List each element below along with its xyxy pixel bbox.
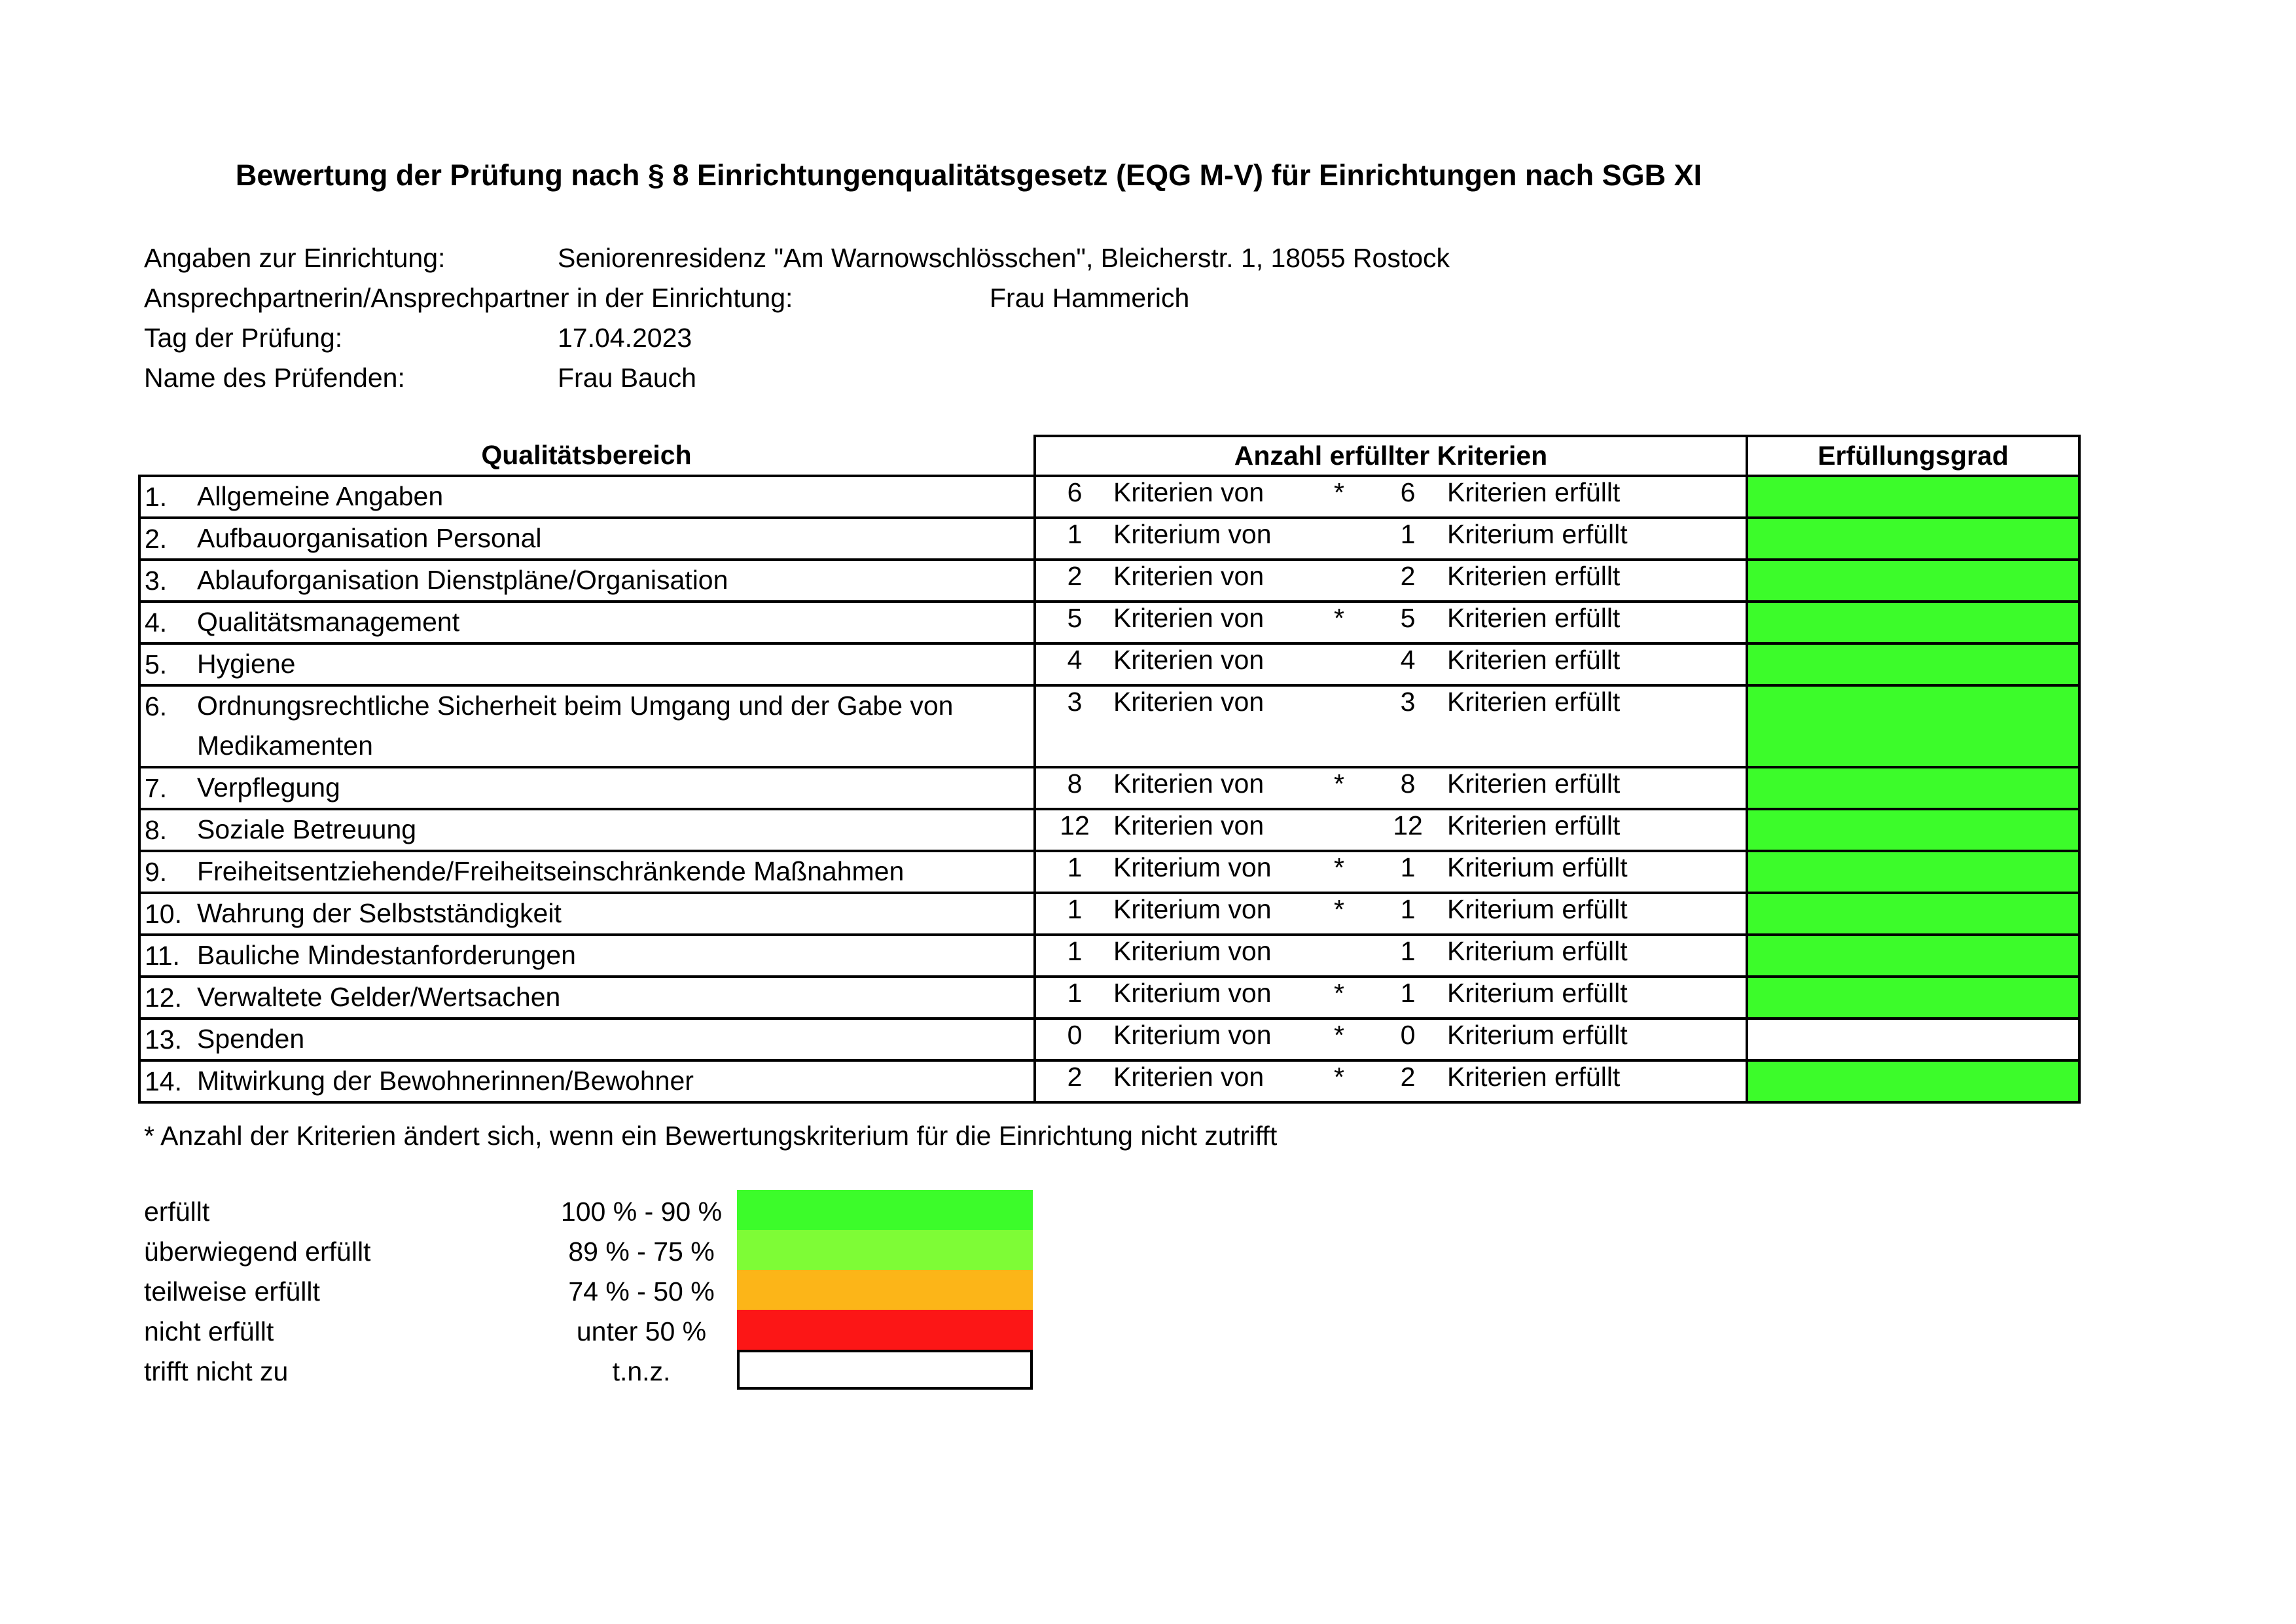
criteria-of-text: Kriterien von [1113,1060,1310,1102]
erfuellungsgrad-cell [1747,1019,2079,1060]
criteria-fulfilled-text: Kriterien erfüllt [1447,560,1747,602]
row-label: Freiheitsentziehende/Freiheitseinschränkende Maßnahmen [197,856,905,886]
fulfilled-count: 1 [1035,935,1113,977]
total-count: 5 [1369,602,1447,643]
erfuellungsgrad-cell [1747,1060,2079,1102]
criteria-fulfilled-text: Kriterien erfüllt [1447,643,1747,685]
qualitaetsbereich-cell [139,767,1035,809]
table-row [139,1060,2079,1102]
asterisk-marker [1310,643,1369,685]
table-row [139,851,2079,893]
criteria-fulfilled-text: Kriterien erfüllt [1447,476,1747,518]
table-row [139,685,2079,767]
row-number: 3. [145,566,168,596]
criteria-of-text: Kriterien von [1113,476,1310,518]
qualitaetsbereich-cell [139,685,1035,767]
einrichtung-label: Angaben zur Einrichtung: [144,243,446,273]
asterisk-marker: * [1310,851,1369,893]
criteria-of-text: Kriterium von [1113,1019,1310,1060]
fulfilled-count: 1 [1035,518,1113,560]
row-number: 7. [145,773,168,803]
criteria-of-text: Kriterium von [1113,518,1310,560]
erfuellungsgrad-cell [1747,809,2079,851]
table-row [139,977,2079,1019]
fulfilled-count: 1 [1035,893,1113,935]
criteria-fulfilled-text: Kriterien erfüllt [1447,1060,1747,1102]
qualitaetsbereich-cell [139,518,1035,560]
qualitaetsbereich-cell [139,476,1035,518]
total-count: 1 [1369,851,1447,893]
fulfilled-count: 8 [1035,767,1113,809]
row-number: 12. [145,983,182,1013]
legend-color-swatch [737,1310,1033,1350]
row-number: 6. [145,691,168,721]
fulfilled-count: 12 [1035,809,1113,851]
total-count: 3 [1369,685,1447,767]
total-count: 1 [1369,935,1447,977]
total-count: 2 [1369,560,1447,602]
row-label: Allgemeine Angaben [197,481,444,511]
table-row [139,893,2079,935]
row-number: 1. [145,482,168,512]
erfuellungsgrad-cell [1747,767,2079,809]
fulfilled-count: 2 [1035,1060,1113,1102]
table-row [139,643,2079,685]
table-body [139,476,2079,1102]
fulfilled-count: 6 [1035,476,1113,518]
asterisk-marker: * [1310,1060,1369,1102]
row-label: Wahrung der Selbstständigkeit [197,898,562,928]
table-row [139,476,2079,518]
erfuellungsgrad-cell [1747,893,2079,935]
einrichtung-value: Seniorenresidenz "Am Warnowschlösschen", Bleicherstr. 1, 18055 Rostock [558,243,1450,273]
asterisk-marker: * [1310,977,1369,1019]
row-number: 13. [145,1024,182,1055]
pruefungstag-label: Tag der Prüfung: [144,323,343,353]
fulfilled-count: 4 [1035,643,1113,685]
legend-label: überwiegend erfüllt [144,1236,371,1267]
qualitaetsbereich-cell [139,935,1035,977]
asterisk-marker: * [1310,767,1369,809]
row-number: 11. [145,941,180,971]
table-row [139,809,2079,851]
criteria-of-text: Kriterien von [1113,809,1310,851]
asterisk-marker: * [1310,893,1369,935]
total-count: 12 [1369,809,1447,851]
asterisk-marker: * [1310,1019,1369,1060]
total-count: 1 [1369,893,1447,935]
qualitaetsbereich-cell [139,643,1035,685]
qualitaetsbereich-cell [139,1019,1035,1060]
total-count: 6 [1369,476,1447,518]
row-label: Spenden [197,1024,305,1054]
criteria-of-text: Kriterium von [1113,851,1310,893]
legend-label: teilweise erfüllt [144,1276,320,1307]
criteria-fulfilled-text: Kriterien erfüllt [1447,685,1747,767]
row-number: 2. [145,524,168,554]
qualitaetsbereich-cell [139,560,1035,602]
criteria-fulfilled-text: Kriterium erfüllt [1447,893,1747,935]
criteria-of-text: Kriterium von [1113,893,1310,935]
row-label: Verpflegung [197,772,340,803]
table-row [139,602,2079,643]
legend-label: erfüllt [144,1197,210,1227]
criteria-fulfilled-text: Kriterien erfüllt [1447,809,1747,851]
legend-label: nicht erfüllt [144,1316,274,1346]
asterisk-marker [1310,518,1369,560]
row-number: 8. [145,815,168,845]
qualitaetsbereich-cell [139,893,1035,935]
asterisk-marker [1310,809,1369,851]
fulfilled-count: 5 [1035,602,1113,643]
qualitaetsbereich-cell [139,851,1035,893]
criteria-of-text: Kriterien von [1113,767,1310,809]
criteria-fulfilled-text: Kriterium erfüllt [1447,518,1747,560]
row-label: Hygiene [197,649,296,679]
row-label: Aufbauorganisation Personal [197,523,542,553]
qualitaetsbereich-cell [139,1060,1035,1102]
table-row [139,767,2079,809]
table-row [139,935,2079,977]
table-row [139,560,2079,602]
pruefer-value: Frau Bauch [558,363,696,393]
asterisk-marker [1310,685,1369,767]
erfuellungsgrad-cell [1747,560,2079,602]
row-number: 5. [145,649,168,679]
criteria-fulfilled-text: Kriterien erfüllt [1447,767,1747,809]
table-row [139,518,2079,560]
row-number: 4. [145,607,168,638]
table-header-row [139,436,2079,476]
total-count: 4 [1369,643,1447,685]
row-label: Verwaltete Gelder/Wertsachen [197,982,561,1012]
criteria-fulfilled-text: Kriterium erfüllt [1447,851,1747,893]
asterisk-marker [1310,560,1369,602]
erfuellungsgrad-cell [1747,602,2079,643]
asterisk-marker: * [1310,602,1369,643]
legend-color-swatch [737,1190,1033,1230]
criteria-of-text: Kriterium von [1113,977,1310,1019]
total-count: 8 [1369,767,1447,809]
fulfilled-count: 3 [1035,685,1113,767]
criteria-of-text: Kriterien von [1113,643,1310,685]
criteria-of-text: Kriterium von [1113,935,1310,977]
qualitaetsbereich-cell [139,977,1035,1019]
ansprech-value: Frau Hammerich [990,283,1190,313]
quality-table [138,435,2081,1104]
row-label: Bauliche Mindestanforderungen [197,940,576,970]
pruefer-label: Name des Prüfenden: [144,363,405,393]
erfuellungsgrad-cell [1747,518,2079,560]
row-number: 9. [145,857,168,887]
erfuellungsgrad-cell [1747,685,2079,767]
erfuellungsgrad-cell [1747,643,2079,685]
ansprech-label: Ansprechpartnerin/Ansprechpartner in der Einrichtung: [144,283,793,313]
total-count: 0 [1369,1019,1447,1060]
qualitaetsbereich-cell [139,602,1035,643]
row-label: Ablauforganisation Dienstpläne/Organisation [197,565,728,595]
erfuellungsgrad-cell [1747,977,2079,1019]
footnote: * Anzahl der Kriterien ändert sich, wenn ein Bewertungskriterium für die Einrichtung nicht zutrifft [144,1121,1278,1151]
total-count: 1 [1369,518,1447,560]
row-label: Mitwirkung der Bewohnerinnen/Bewohner [197,1066,694,1096]
criteria-of-text: Kriterien von [1113,602,1310,643]
erfuellungsgrad-cell [1747,476,2079,518]
asterisk-marker [1310,935,1369,977]
header-erfuellungsgrad: Erfüllungsgrad [1747,436,2079,476]
row-label: Ordnungsrechtliche Sicherheit beim Umgang und der Gabe von Medikamenten [197,691,954,761]
criteria-fulfilled-text: Kriterien erfüllt [1447,602,1747,643]
row-number: 14. [145,1066,182,1096]
legend-color-swatch [737,1230,1033,1270]
page-title: Bewertung der Prüfung nach § 8 Einrichtungenqualitätsgesetz (EQG M-V) für Einrichtungen nach SGB XI [235,158,1702,192]
criteria-fulfilled-text: Kriterium erfüllt [1447,1019,1747,1060]
row-label: Soziale Betreuung [197,814,417,844]
table-row [139,1019,2079,1060]
pruefungstag-value: 17.04.2023 [558,323,692,353]
legend-range: t.n.z. [612,1356,671,1386]
legend-color-swatch [737,1270,1033,1310]
asterisk-marker: * [1310,476,1369,518]
qualitaetsbereich-cell [139,809,1035,851]
legend-range: 74 % - 50 % [568,1276,715,1307]
fulfilled-count: 2 [1035,560,1113,602]
fulfilled-count: 0 [1035,1019,1113,1060]
erfuellungsgrad-cell [1747,851,2079,893]
erfuellungsgrad-cell [1747,935,2079,977]
row-number: 10. [145,899,182,929]
criteria-fulfilled-text: Kriterium erfüllt [1447,935,1747,977]
criteria-of-text: Kriterien von [1113,685,1310,767]
legend-label: trifft nicht zu [144,1356,289,1386]
row-label: Qualitätsmanagement [197,607,460,637]
fulfilled-count: 1 [1035,977,1113,1019]
legend-range: unter 50 % [576,1316,707,1346]
criteria-of-text: Kriterien von [1113,560,1310,602]
fulfilled-count: 1 [1035,851,1113,893]
legend-color-swatch [737,1350,1033,1390]
legend-range: 89 % - 75 % [568,1236,715,1267]
total-count: 1 [1369,977,1447,1019]
total-count: 2 [1369,1060,1447,1102]
criteria-fulfilled-text: Kriterium erfüllt [1447,977,1747,1019]
header-anzahl-kriterien: Anzahl erfüllter Kriterien [1035,436,1747,476]
header-qualitaetsbereich: Qualitätsbereich [481,440,692,470]
legend-range: 100 % - 90 % [560,1197,723,1227]
